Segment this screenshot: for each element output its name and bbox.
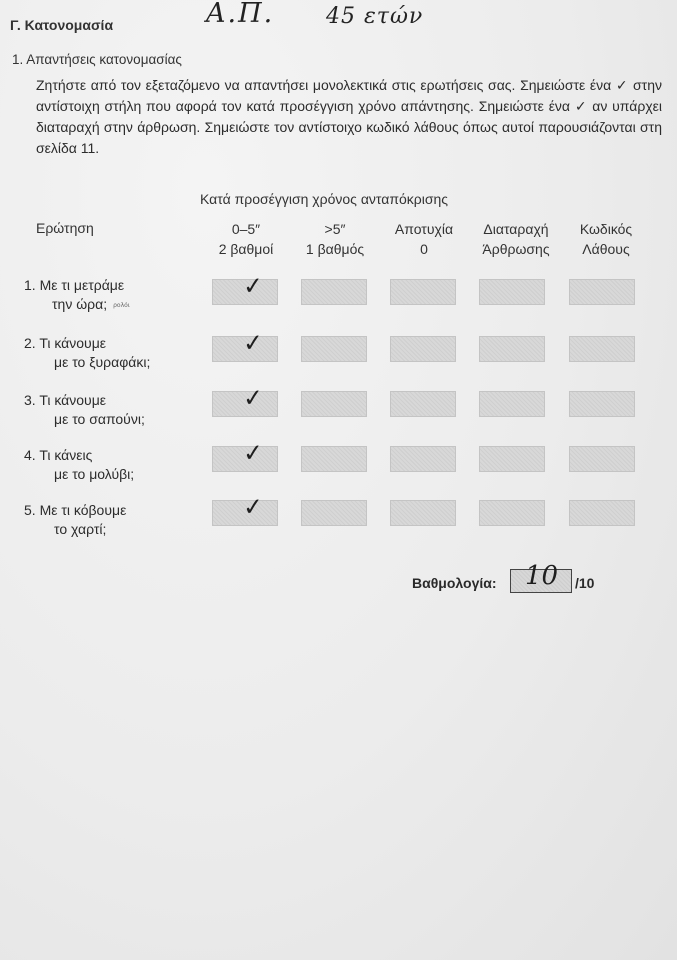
question-line1: 2. Τι κάνουμε (24, 335, 107, 351)
handwritten-initials: Α.Π. (206, 0, 275, 29)
check-mark: ✓ (242, 438, 265, 468)
answer-cell-fast[interactable] (212, 328, 278, 362)
question-2 (24, 334, 150, 372)
score-value: 10 (525, 561, 559, 591)
answer-cell-articulation[interactable] (479, 336, 545, 362)
handwritten-answer: ρολόι (113, 301, 130, 309)
question-line1: 3. Τι κάνουμε (24, 392, 107, 408)
column-header-line2: 2 βαθμοί (218, 241, 274, 257)
answer-cell-articulation[interactable] (479, 279, 545, 305)
column-header-line2: Άρθρωσης (482, 241, 550, 257)
question-line1: 5. Με τι κόβουμε (24, 502, 127, 518)
score-max: /10 (575, 575, 595, 591)
answer-cell-failure[interactable] (390, 446, 456, 472)
handwritten-age: 45 ετών (326, 4, 424, 29)
column-header-line2: Λάθους (582, 241, 630, 257)
answer-cell-failure[interactable] (390, 500, 456, 526)
check-icon: ✓ (574, 98, 588, 114)
answer-cell-failure[interactable] (390, 279, 456, 305)
answer-cell-failure[interactable] (390, 391, 456, 417)
check-mark: ✓ (242, 271, 265, 301)
check-mark: ✓ (242, 328, 265, 358)
answer-cell-slow[interactable] (301, 279, 367, 305)
check-icon: ✓ (615, 77, 629, 93)
answer-cell-slow[interactable] (301, 336, 367, 362)
answer-cell-error-code[interactable] (569, 391, 635, 417)
check-mark: ✓ (242, 492, 265, 522)
answer-cell-fast[interactable] (212, 383, 278, 417)
instructions-part2: στην αντίστοιχη στήλη που αφορά τον κατά προσέγγιση χρόνο απάντησης. Σημειώστε ένα (36, 77, 662, 114)
column-header-error-code (566, 219, 646, 259)
question-line1: 4. Τι κάνεις (24, 447, 93, 463)
question-line2: με το σαπούνι; (54, 411, 145, 427)
answer-cell-fast[interactable] (212, 438, 278, 472)
question-3 (24, 391, 145, 429)
subsection-title: 1. Απαντήσεις κατονομασίας (12, 52, 182, 67)
answer-cell-error-code[interactable] (569, 500, 635, 526)
answer-cell-fast[interactable] (212, 271, 278, 305)
question-line2: με το ξυραφάκι; (54, 354, 151, 370)
question-column-header: Ερώτηση (36, 220, 94, 236)
column-header-failure (384, 219, 464, 259)
answer-cell-error-code[interactable] (569, 446, 635, 472)
question-line2: την ώρα; (52, 296, 108, 312)
column-header-slow (295, 219, 375, 259)
question-1 (24, 276, 130, 315)
question-4 (24, 446, 134, 484)
answer-cell-fast[interactable] (212, 492, 278, 526)
check-mark: ✓ (242, 383, 265, 413)
column-header-articulation (470, 219, 562, 259)
response-time-header: Κατά προσέγγιση χρόνος ανταπόκρισης (200, 191, 449, 207)
column-header-line1: 0–5″ (231, 221, 261, 237)
answer-cell-articulation[interactable] (479, 446, 545, 472)
question-line2: με το μολύβι; (54, 466, 135, 482)
question-line2: το χαρτί; (54, 521, 107, 537)
column-header-line2: 0 (420, 241, 428, 257)
answer-cell-articulation[interactable] (479, 391, 545, 417)
column-header-line1: Κωδικός (579, 221, 633, 237)
score-label: Βαθμολογία: (412, 575, 497, 591)
answer-cell-slow[interactable] (301, 391, 367, 417)
answer-cell-error-code[interactable] (569, 336, 635, 362)
answer-cell-articulation[interactable] (479, 500, 545, 526)
score-field[interactable] (510, 561, 572, 593)
column-header-fast (206, 219, 286, 259)
question-line1: 1. Με τι μετράμε (24, 277, 125, 293)
answer-cell-error-code[interactable] (569, 279, 635, 305)
question-5 (24, 501, 126, 539)
answer-cell-failure[interactable] (390, 336, 456, 362)
column-header-line2: 1 βαθμός (305, 241, 365, 257)
section-title: Γ. Κατονομασία (10, 17, 114, 33)
answer-cell-slow[interactable] (301, 446, 367, 472)
column-header-line1: Διαταραχή (483, 221, 549, 237)
instructions-part3: αν υπάρχει διαταραχή στην άρθρωση. Σημειώστε τον αντίστοιχο κωδικό λάθους όπως αυτοί παρουσιάζονται στη σελίδα 11. (36, 98, 663, 156)
answer-cell-slow[interactable] (301, 500, 367, 526)
instructions-part1: Ζητήστε από τον εξεταζόμενο να απαντήσει μονολεκτικά στις ερωτήσεις σας. Σημειώστε ένα (36, 77, 616, 93)
instructions-paragraph (36, 75, 662, 159)
column-header-line1: Αποτυχία (394, 221, 454, 237)
column-header-line1: >5″ (324, 221, 346, 237)
